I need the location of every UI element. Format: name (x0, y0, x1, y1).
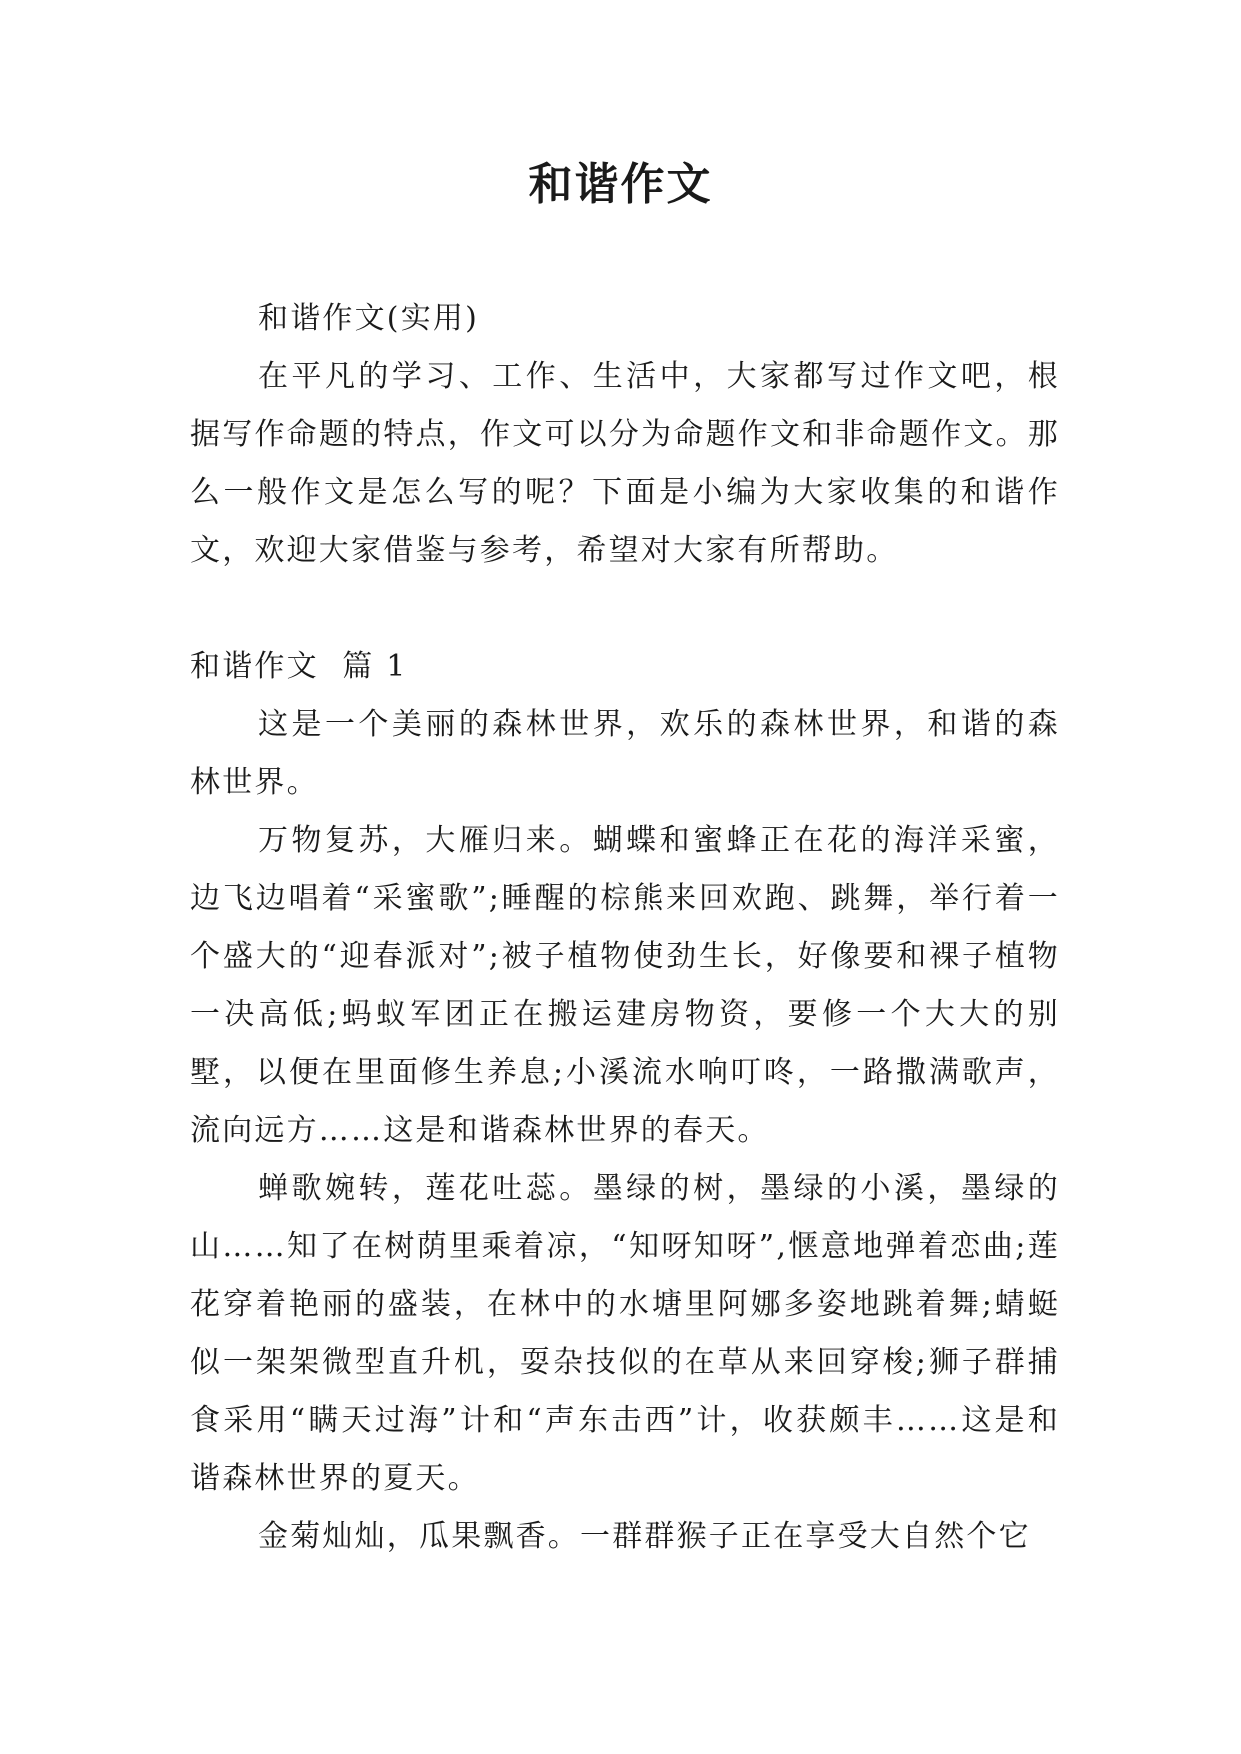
document-subtitle: 和谐作文(实用) (258, 301, 480, 336)
intro-paragraph: 在平凡的学习、工作、生活中，大家都写过作文吧，根据写作命题的特点，作文可以分为命题作文和非命题作文。那么一般作文是怎么写的呢？下面是小编为大家收集的和谐作文，欢迎大家借鉴与参考，希望对大家有所帮助。 (190, 359, 1060, 568)
document-body (190, 290, 1060, 1566)
body-paragraph: 金菊灿灿，瓜果飘香。一群群猴子正在享受大自然个它 (258, 1519, 1031, 1554)
body-paragraph: 万物复苏，大雁归来。蝴蝶和蜜蜂正在花的海洋采蜜，边飞边唱着“采蜜歌”;睡醒的棕熊来回欢跑、跳舞，举行着一个盛大的“迎春派对”;被子植物使劲生长，好像要和裸子植物一决高低;蚂蚁军团正在搬运建房物资，要修一个大大的别墅，以便在里面修生养息;小溪流水响叮咚，一路撒满歌声，流向远方……这是和谐森林世界的春天。 (190, 823, 1060, 1148)
body-paragraph: 蝉歌婉转，莲花吐蕊。墨绿的树，墨绿的小溪，墨绿的山……知了在树荫里乘着凉，“知呀知呀”,惬意地弹着恋曲;莲花穿着艳丽的盛装，在林中的水塘里阿娜多姿地跳着舞;蜻蜓似一架架微型直升机，耍杂技似的在草从来回穿梭;狮子群捕食采用“瞒天过海”计和“声东击西”计，收获颇丰……这是和谐森林世界的夏天。 (190, 1171, 1060, 1496)
section-heading: 和谐作文 篇 1 (190, 649, 408, 684)
page-title: 和谐作文 (528, 159, 713, 210)
body-paragraph: 这是一个美丽的森林世界，欢乐的森林世界，和谐的森林世界。 (190, 707, 1060, 800)
